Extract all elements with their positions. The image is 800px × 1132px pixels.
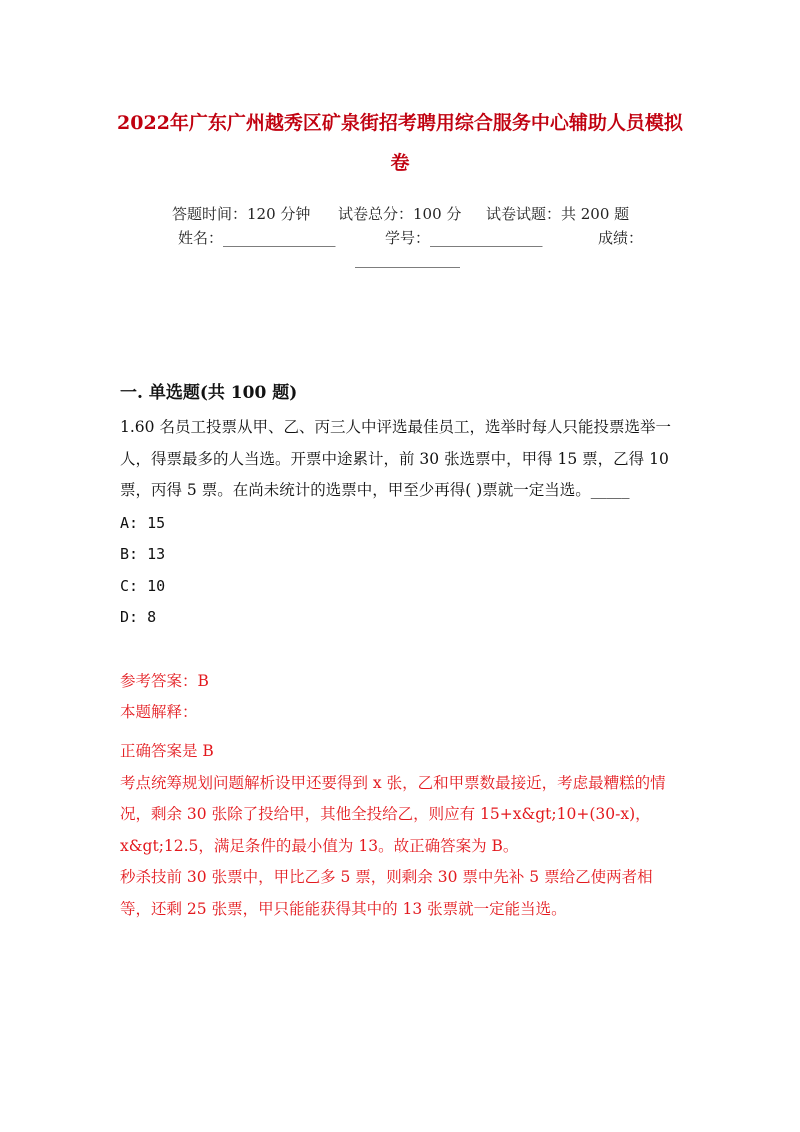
document-title-line1: 2022年广东广州越秀区矿泉街招考聘用综合服务中心辅助人员模拟 — [117, 112, 683, 134]
question-text: 1.60 名员工投票从甲、乙、丙三人中评选最佳员工，选举时每人只能投票选举一人，得票最多的人当选。开票中途累计，前 30 张选票中，甲得 15 票，乙得 10 票，丙得 5 票。在尚未统计的选票中，甲至少再得( )票就一定当选。_____ — [120, 418, 671, 499]
student-id-field: 学号：_______________ — [385, 229, 543, 247]
explanation-body — [120, 736, 680, 925]
reference-answer: 参考答案：B — [120, 672, 209, 690]
document-title-line2: 卷 — [390, 152, 410, 174]
explanation-line: 正确答案是 B — [120, 742, 214, 760]
option-d: D: 8 — [120, 608, 157, 626]
option-b: B: 13 — [120, 545, 166, 563]
exam-question-count: 试卷试题：共 200 题 — [486, 205, 630, 223]
exam-time: 答题时间：120 分钟 — [172, 205, 311, 223]
exam-total-score: 试卷总分：100 分 — [338, 205, 462, 223]
explanation-line: 秒杀技前 30 张票中，甲比乙多 5 票，则剩余 30 票中先补 5 票给乙使两者相等，还剩 25 张票，甲只能能获得其中的 13 张票就一定能当选。 — [120, 868, 653, 918]
name-field: 姓名：_______________ — [178, 229, 336, 247]
explanation-line: 考点统筹规划问题解析设甲还要得到 x 张，乙和甲票数最接近，考虑最糟糕的情况，剩余 30 张除了投给甲，其他全投给乙，则应有 15+x&gt;10+(30-x)，x&gt;12.5，满足条件的最小值为 13。故正确答案为 B。 — [120, 773, 666, 855]
option-a: A: 15 — [120, 514, 166, 532]
score-field-line: ______________ — [355, 250, 460, 268]
section-title: 一. 单选题(共 100 题) — [120, 383, 298, 403]
score-field-label: 成绩： — [598, 229, 644, 247]
option-c: C: 10 — [120, 577, 166, 595]
explanation-label: 本题解释： — [120, 703, 198, 721]
